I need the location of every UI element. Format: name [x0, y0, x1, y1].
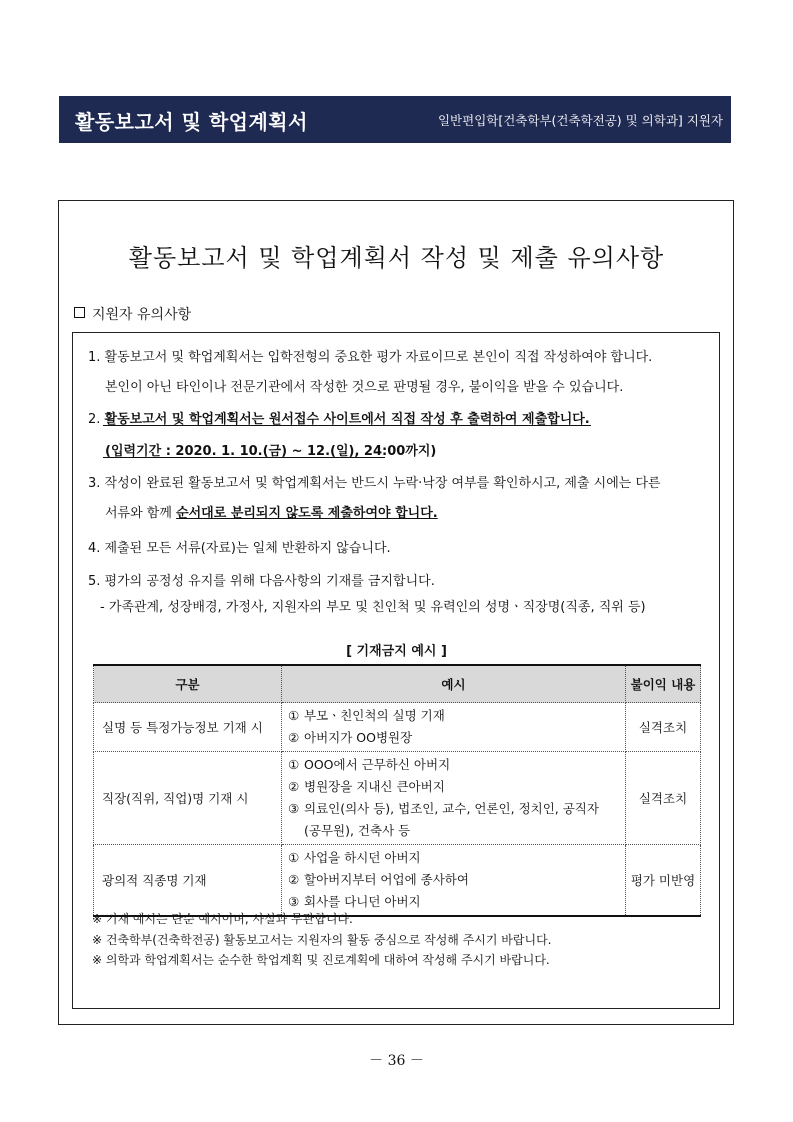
item-2-period: (입력기간 : 2020. 1. 10.(금) ~ 12.(일), 24:00까지) [105, 444, 437, 459]
section-heading [74, 304, 191, 324]
item-3-line-2-bold: 순서대로 분리되지 않도록 제출하여야 합니다. [176, 506, 438, 521]
example-item [288, 869, 619, 891]
item-3-line-1: 3. 작성이 완료된 활동보고서 및 학업계획서는 반드시 누락·낙장 여부를 확인하시고, 제출 시에는 다른 [88, 476, 661, 491]
example-text: 사업을 하시던 아버지 [304, 850, 421, 865]
table-row [94, 703, 701, 752]
example-mark: ① [288, 757, 300, 772]
example-text: OOO에서 근무하신 아버지 [304, 757, 451, 772]
section-heading-label: 지원자 유의사항 [92, 307, 192, 323]
row-category: 직장(직위, 직업)명 기재 시 [94, 752, 282, 845]
item-4: 4. 제출된 모든 서류(자료)는 일체 반환하지 않습니다. [88, 541, 391, 556]
example-mark: ② [288, 779, 300, 794]
item-1-line-2: 본인이 아닌 타인이나 전문기관에서 작성한 것으로 판명될 경우, 불이익을 받을 수 있습니다. [105, 380, 624, 395]
checkbox-bullet-icon [74, 307, 85, 318]
example-item [288, 847, 619, 869]
note-3: ※ 의학과 학업계획서는 순수한 학업계획 및 진로계획에 대하여 작성해 주시기 바랍니다. [92, 953, 550, 967]
example-item [288, 705, 619, 727]
item-3-line-2 [105, 502, 438, 521]
header-title: 활동보고서 및 학업계획서 [75, 110, 308, 134]
header-bar [59, 96, 731, 143]
example-text: 의료인(의사 등), 법조인, 교수, 언론인, 정치인, 공직자 (공무원), 건축사 등 [304, 801, 599, 838]
page-number: － 36 － [369, 1053, 424, 1069]
example-mark: ② [288, 872, 300, 887]
table-row [94, 752, 701, 845]
example-mark: ③ [288, 801, 300, 816]
row-category: 광의적 직종명 기재 [94, 845, 282, 917]
table-row [94, 845, 701, 917]
item-5-sub: - 가족관계, 성장배경, 가정사, 지원자의 부모 및 친인척 및 유력인의 성명ㆍ직장명(직종, 직위 등) [100, 600, 646, 615]
item-2-period-underline [103, 457, 385, 458]
item-3-line-2-plain: 서류와 함께 [105, 506, 177, 521]
column-header-examples: 예시 [282, 665, 626, 703]
example-item [288, 754, 619, 776]
page-title: 활동보고서 및 학업계획서 작성 및 제출 유의사항 [128, 244, 665, 272]
row-category: 실명 등 특정가능정보 기재 시 [94, 703, 282, 752]
table-caption: [ 기재금지 예시 ] [346, 644, 447, 659]
header-subtitle: 일반편입학[건축학부(건축학전공) 및 의학과] 지원자 [437, 113, 723, 128]
example-mark: ① [288, 850, 300, 865]
note-2: ※ 건축학부(건축학전공) 활동보고서는 지원자의 활동 중심으로 작성해 주시기 바랍니다. [92, 933, 552, 947]
note-1: ※ 기재 예시는 단순 예시이며, 사실과 무관합니다. [92, 912, 353, 926]
item-2-prefix: 2. [88, 412, 105, 427]
example-item [288, 798, 619, 842]
row-penalty: 실격조치 [626, 752, 701, 845]
example-text: 부모ㆍ친인척의 실명 기재 [304, 708, 445, 723]
row-examples [282, 845, 626, 917]
item-2-text: 활동보고서 및 학업계획서는 원서접수 사이트에서 직접 작성 후 출력하여 제출합니다. [104, 412, 590, 427]
row-penalty: 실격조치 [626, 703, 701, 752]
example-item [288, 727, 619, 749]
example-text: 회사를 다니던 아버지 [304, 894, 421, 909]
table-header-row [94, 665, 701, 703]
example-mark: ② [288, 730, 300, 745]
item-1-line-1: 1. 활동보고서 및 학업계획서는 입학전형의 중요한 평가 자료이므로 본인이 직접 작성하여야 합니다. [88, 350, 653, 365]
row-examples [282, 752, 626, 845]
prohibited-examples-table [93, 664, 701, 917]
example-item [288, 776, 619, 798]
item-5: 5. 평가의 공정성 유지를 위해 다음사항의 기재를 금지합니다. [88, 574, 435, 589]
example-mark: ③ [288, 894, 300, 909]
row-examples [282, 703, 626, 752]
example-text: 아버지가 OO병원장 [304, 730, 413, 745]
column-header-category: 구분 [94, 665, 282, 703]
example-text: 병원장을 지내신 큰아버지 [304, 779, 445, 794]
row-penalty: 평가 미반영 [626, 845, 701, 917]
item-2-underline [103, 425, 591, 426]
column-header-penalty: 불이익 내용 [626, 665, 701, 703]
example-mark: ① [288, 708, 300, 723]
example-text: 할아버지부터 어업에 종사하여 [304, 872, 469, 887]
